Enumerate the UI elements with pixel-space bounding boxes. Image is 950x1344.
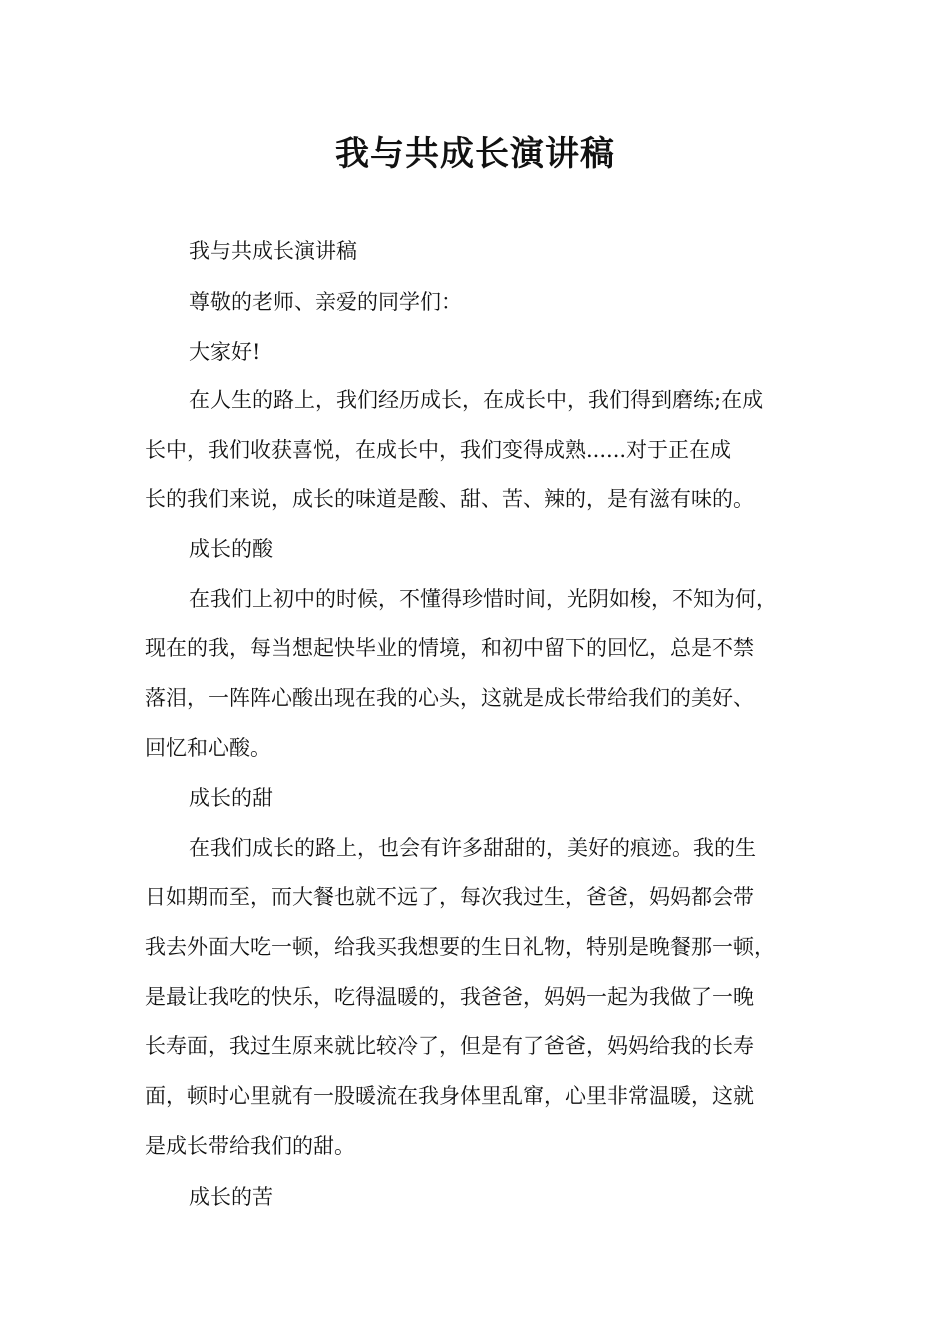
paragraph-line: 长中，我们收获喜悦，在成长中，我们变得成熟......对于正在成: [145, 438, 732, 462]
paragraph-line: 长寿面，我过生原来就比较冷了，但是有了爸爸，妈妈给我的长寿: [145, 1034, 754, 1058]
paragraph-line: 在人生的路上，我们经历成长，在成长中，我们得到磨练;在成: [189, 388, 764, 412]
paragraph-line: 在我们上初中的时候，不懂得珍惜时间，光阴如梭，不知为何，: [189, 587, 777, 611]
section-heading: 成长的苦: [189, 1185, 273, 1209]
paragraph-line: 长的我们来说，成长的味道是酸、甜、苦、辣的，是有滋有味的。: [145, 487, 754, 511]
greeting-line: 大家好!: [189, 340, 261, 364]
paragraph-line: 现在的我，每当想起快毕业的情境，和初中留下的回忆，总是不禁: [145, 636, 754, 660]
greeting-line: 尊敬的老师、亲爱的同学们：: [189, 290, 462, 314]
subtitle-line: 我与共成长演讲稿: [189, 239, 357, 263]
paragraph-line: 回忆和心酸。: [145, 736, 271, 760]
paragraph-line: 日如期而至，而大餐也就不远了，每次我过生，爸爸，妈妈都会带: [145, 885, 754, 909]
paragraph-line: 是最让我吃的快乐，吃得温暖的，我爸爸，妈妈一起为我做了一晚: [145, 985, 754, 1009]
paragraph-line: 面，顿时心里就有一股暖流在我身体里乱窜，心里非常温暖，这就: [145, 1084, 754, 1108]
paragraph-line: 落泪，一阵阵心酸出现在我的心头，这就是成长带给我们的美好、: [145, 686, 754, 710]
paragraph-line: 我去外面大吃一顿，给我买我想要的生日礼物，特别是晚餐那一顿，: [145, 935, 775, 959]
document-title: 我与共成长演讲稿: [335, 134, 615, 174]
section-heading: 成长的甜: [189, 786, 273, 810]
section-heading: 成长的酸: [189, 537, 273, 561]
paragraph-line: 在我们成长的路上，也会有许多甜甜的，美好的痕迹。我的生: [189, 836, 756, 860]
paragraph-line: 是成长带给我们的甜。: [145, 1134, 355, 1158]
